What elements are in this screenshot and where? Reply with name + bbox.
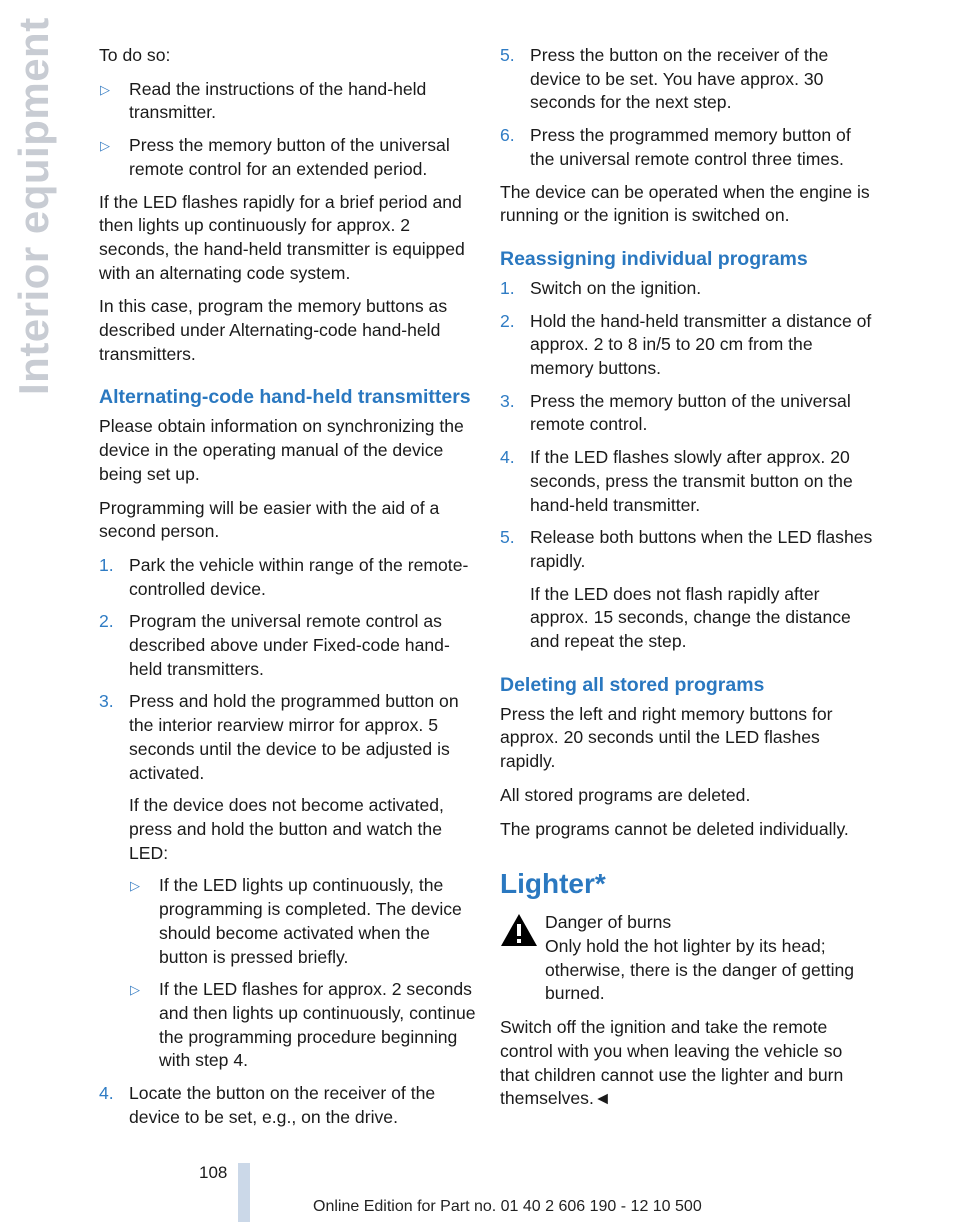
right-column [500, 44, 876, 1121]
paragraph: Please obtain information on synchronizing the device in the operating manual of the device being set up. [99, 416, 464, 484]
list-item: ▷ If the LED lights up continuously, the programming is completed. The device should become activated when the button is pressed briefly. [130, 875, 462, 967]
footer-text: Online Edition for Part no. 01 40 2 606 190 - 12 10 500 [313, 1198, 702, 1215]
numbered-step: 1. Park the vehicle within range of the remote-controlled device. [99, 554, 469, 599]
list-item: ▷ If the LED flashes for approx. 2 seconds and then lights up continuously, continue the programming procedure beginning with step 4. [130, 979, 476, 1071]
page-number: 108 [199, 1163, 228, 1182]
step-note: If the LED does not flash rapidly after approx. 15 seconds, change the distance and repeat the step. [530, 583, 851, 652]
paragraph: Press the left and right memory buttons for approx. 20 seconds until the LED flashes rapidly. [500, 703, 833, 772]
paragraph: The programs cannot be deleted individually. [500, 818, 849, 839]
numbered-step: 4. If the LED flashes slowly after approx. 20 seconds, press the transmit button on the hand-held transmitter. [500, 447, 853, 515]
section-heading: Reassigning individual programs [500, 247, 808, 270]
numbered-step: 2. Hold the hand-held transmitter a distance of approx. 2 to 8 in/5 to 20 cm from the memory buttons. [500, 310, 872, 379]
step-note: If the device does not become activated, press and hold the button and watch the LED: [129, 795, 444, 863]
numbered-step: 5. Press the button on the receiver of the device to be set. You have approx. 30 seconds for the next step. [500, 45, 829, 113]
numbered-step: 2. Program the universal remote control as described above under Fixed-code hand-held transmitters. [99, 611, 450, 679]
section-side-title [4, 17, 64, 395]
triangle-bullet-icon: ▷ [130, 982, 140, 998]
list-item: ▷ Read the instructions of the hand-held transmitter. [100, 78, 427, 123]
intro-text: To do so: [99, 45, 171, 65]
section-side-title-text: Interior equipment [10, 17, 57, 395]
section-heading: Deleting all stored programs [500, 673, 765, 696]
numbered-step: 1. Switch on the ignition. [500, 277, 702, 298]
paragraph: Programming will be easier with the aid of a second person. [99, 497, 440, 542]
warning-text: Only hold the hot lighter by its head; otherwise, there is the danger of getting burned. [545, 935, 855, 1004]
paragraph: All stored programs are deleted. [500, 784, 751, 805]
paragraph: Switch off the ignition and take the remote control with you when leaving the vehicle so that children cannot use the lighter and burn themselves.◄ [500, 1017, 844, 1109]
numbered-step: 4. Locate the button on the receiver of the device to be set, e.g., on the drive. [99, 1083, 436, 1127]
numbered-step: 6. Press the programmed memory button of the universal remote control three times. [500, 125, 851, 169]
warning-title: Danger of burns [545, 912, 672, 933]
numbered-step: 3. Press the memory button of the universal remote control. [500, 390, 851, 435]
chapter-heading: Lighter* [500, 868, 606, 900]
footer-bar [238, 1163, 250, 1222]
warning-box [500, 911, 876, 1006]
paragraph: In this case, program the memory buttons as described under Alternating-code hand-held transmitters. [99, 296, 448, 364]
paragraph: The device can be operated when the engine is running or the ignition is switched on. [500, 181, 870, 226]
paragraph: If the LED flashes rapidly for a brief period and then lights up continuously for approx. 2 seconds, the hand-held transmitter is equipped with an alternating code system. [99, 191, 465, 283]
numbered-step: 5. Release both buttons when the LED flashes rapidly. [500, 527, 873, 571]
list-item: ▷ Press the memory button of the universal remote control for an extended period. [100, 135, 450, 179]
left-column [99, 44, 477, 1138]
triangle-bullet-icon: ▷ [100, 138, 110, 154]
warning-triangle-icon [500, 913, 538, 947]
triangle-bullet-icon: ▷ [100, 81, 110, 97]
numbered-step: 3. Press and hold the programmed button on the interior rearview mirror for approx. 5 seconds until the device to be adjusted is activated. [99, 691, 459, 783]
section-heading: Alternating-code hand-held transmitters [99, 386, 471, 409]
triangle-bullet-icon: ▷ [130, 878, 140, 894]
